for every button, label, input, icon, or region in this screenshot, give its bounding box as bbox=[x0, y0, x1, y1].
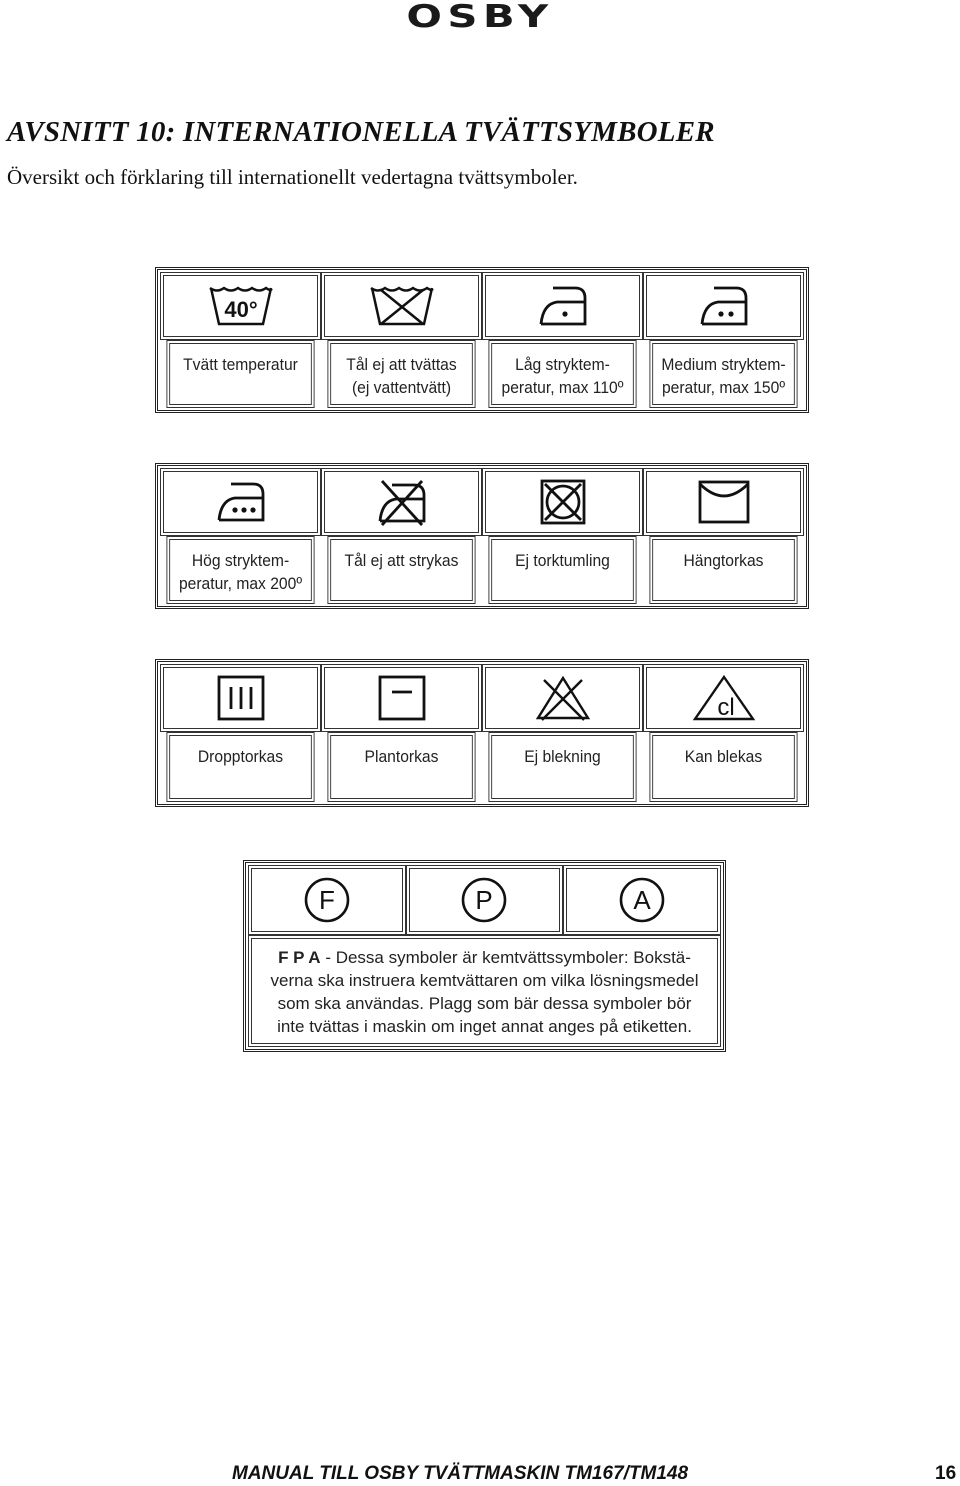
symbol-cell bbox=[160, 468, 321, 536]
symbol-cell bbox=[248, 865, 406, 935]
dry-clean-letter: A bbox=[633, 885, 651, 915]
footer-manual-title: MANUAL TILL OSBY TVÄTTMASKIN TM167/TM148 bbox=[232, 1463, 689, 1484]
do-not-wash-icon bbox=[322, 284, 481, 328]
label-line: peratur, max 110º bbox=[501, 378, 624, 397]
dry-clean-letters-bold: F P A bbox=[278, 948, 321, 967]
page-number: 16 bbox=[935, 1463, 957, 1484]
dry-clean-f-icon bbox=[249, 876, 405, 924]
label-line: Låg stryktem- bbox=[515, 355, 610, 374]
label-line: peratur, max 150º bbox=[661, 378, 786, 397]
symbol-label bbox=[166, 732, 314, 802]
description-line: inte tvättas i maskin om inget annat anges på etiketten. bbox=[277, 1017, 692, 1036]
label-line: Kan blekas bbox=[684, 747, 763, 766]
label-line: Ej blekning bbox=[524, 747, 601, 766]
label-line: peratur, max 200º bbox=[178, 574, 303, 593]
iron-three-dots-icon bbox=[161, 480, 320, 524]
wash-temperature-text: 40° bbox=[223, 297, 258, 322]
symbol-cell bbox=[160, 664, 321, 732]
symbol-label bbox=[488, 732, 636, 802]
dry-clean-description bbox=[248, 935, 721, 1047]
bleach-symbol-text: cl bbox=[716, 694, 735, 721]
symbol-label bbox=[327, 340, 475, 408]
symbol-cell bbox=[563, 865, 721, 935]
symbol-label bbox=[166, 340, 314, 408]
symbol-cell bbox=[321, 664, 482, 732]
symbol-cell bbox=[482, 664, 643, 732]
symbol-label bbox=[166, 536, 314, 604]
label-line: Hängtorkas bbox=[683, 551, 764, 570]
symbol-cell bbox=[643, 272, 804, 340]
symbols-panel-dry-bleach bbox=[155, 659, 809, 807]
label-line: Hög stryktem- bbox=[191, 551, 290, 570]
symbol-label bbox=[327, 732, 475, 802]
symbol-cell bbox=[321, 468, 482, 536]
page-title: AVSNITT 10: INTERNATIONELLA TVÄTTSYMBOLER bbox=[7, 116, 715, 148]
do-not-iron-icon bbox=[322, 477, 481, 527]
label-line: Medium stryktem- bbox=[661, 355, 786, 374]
symbol-cell bbox=[406, 865, 564, 935]
dry-clean-p-icon bbox=[407, 876, 563, 924]
drip-dry-icon bbox=[161, 674, 320, 722]
symbol-cell bbox=[482, 272, 643, 340]
do-not-bleach-icon bbox=[483, 674, 642, 722]
symbol-label bbox=[488, 536, 636, 604]
description-line: som ska användas. Plagg som bär dessa symboler bör bbox=[277, 994, 692, 1013]
symbol-cell bbox=[321, 272, 482, 340]
label-line: Tvätt temperatur bbox=[183, 355, 298, 374]
dry-clean-letter: F bbox=[318, 885, 335, 915]
symbol-label bbox=[327, 536, 475, 604]
dry-clean-a-icon bbox=[564, 876, 720, 924]
bleach-allowed-icon bbox=[644, 674, 803, 722]
label-line: Plantorkas bbox=[364, 747, 439, 766]
symbols-panel-dry-clean bbox=[243, 860, 726, 1052]
dry-clean-letter: P bbox=[475, 885, 494, 915]
symbol-cell bbox=[643, 468, 804, 536]
symbol-label bbox=[649, 536, 797, 604]
iron-one-dot-icon bbox=[483, 284, 642, 328]
label-line: Dropptorkas bbox=[197, 747, 284, 766]
symbol-cell bbox=[643, 664, 804, 732]
symbols-panel-iron-dry bbox=[155, 463, 809, 609]
osby-logo: OSBY bbox=[406, 0, 554, 35]
description-line: - Dessa symboler är kemtvättssymboler: Bokstä- bbox=[320, 948, 691, 967]
label-line: Ej torktumling bbox=[515, 551, 610, 570]
line-dry-icon bbox=[644, 478, 803, 526]
dry-flat-icon bbox=[322, 674, 481, 722]
symbol-label bbox=[649, 340, 797, 408]
wash-tub-40-icon bbox=[161, 284, 320, 328]
description-line: verna ska instruera kemtvättaren om vilka lösningsmedel bbox=[270, 971, 699, 990]
label-line: Tål ej att strykas bbox=[344, 551, 459, 570]
page-subtitle: Översikt och förklaring till internationellt vedertagna tvättsymboler. bbox=[7, 165, 578, 189]
label-line: Tål ej att tvättas bbox=[346, 355, 457, 374]
iron-two-dots-icon bbox=[644, 284, 803, 328]
symbols-panel-wash-iron bbox=[155, 267, 809, 413]
symbol-label bbox=[488, 340, 636, 408]
symbol-cell bbox=[482, 468, 643, 536]
symbol-label bbox=[649, 732, 797, 802]
symbol-cell bbox=[160, 272, 321, 340]
label-line: (ej vattentvätt) bbox=[351, 378, 452, 397]
do-not-tumble-dry-icon bbox=[483, 478, 642, 526]
